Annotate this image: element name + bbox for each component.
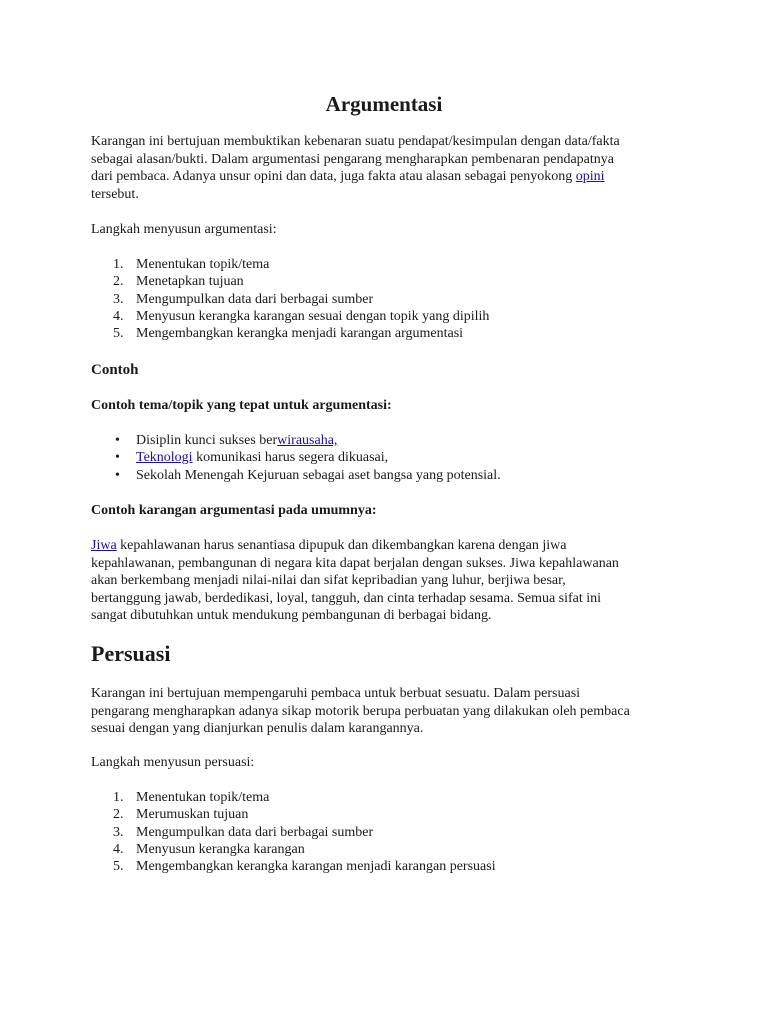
list-text: Menentukan topik/tema bbox=[136, 257, 270, 272]
list-item bbox=[91, 325, 651, 342]
list-number: 3. bbox=[113, 824, 124, 840]
wirausaha-link[interactable]: wirausaha, bbox=[277, 433, 338, 448]
intro-line: sebagai alasan/bukti. Dalam argumentasi pengarang mengharapkan pembenaran pendapatnya bbox=[91, 151, 614, 167]
list-text: Mengembangkan kerangka karangan menjadi karangan persuasi bbox=[136, 859, 496, 875]
teknologi-link[interactable]: Teknologi bbox=[136, 450, 193, 466]
list-item bbox=[91, 789, 651, 806]
list-item bbox=[91, 858, 651, 875]
intro-line bbox=[91, 168, 687, 186]
list-item bbox=[91, 291, 651, 308]
jiwa-link[interactable]: Jiwa bbox=[91, 538, 117, 553]
karangan-line bbox=[91, 537, 687, 555]
argumentasi-title: Argumentasi bbox=[325, 92, 443, 116]
topik-list bbox=[91, 432, 651, 484]
list-item bbox=[91, 432, 651, 449]
persuasi-title: Persuasi bbox=[91, 641, 171, 666]
list-number: 1. bbox=[113, 257, 124, 272]
intro-line: tersebut. bbox=[91, 186, 139, 202]
topik-heading: Contoh tema/topik yang tepat untuk argumentasi: bbox=[91, 398, 392, 413]
list-text: Menetapkan tujuan bbox=[136, 274, 244, 290]
persuasi-steps-list bbox=[91, 789, 651, 875]
list-number: 5. bbox=[113, 859, 124, 875]
karangan-text: kepahlawanan harus senantiasa dipupuk dan dikembangkan karena dengan jiwa bbox=[116, 538, 567, 553]
list-text: Disiplin kunci sukses ber bbox=[136, 433, 278, 448]
karangan-paragraph bbox=[91, 537, 687, 625]
persuasi-intro bbox=[91, 685, 687, 738]
list-item bbox=[91, 449, 651, 466]
intro-line: pengarang mengharapkan adanya sikap motorik berupa perbuatan yang dilakukan oleh pembaca bbox=[91, 703, 630, 719]
list-text: Merumuskan tujuan bbox=[136, 807, 249, 823]
list-number: 2. bbox=[113, 807, 124, 823]
contoh-heading: Contoh bbox=[91, 362, 139, 378]
list-number: 4. bbox=[113, 841, 124, 857]
list-item bbox=[91, 841, 651, 858]
opini-link[interactable]: opini bbox=[575, 169, 605, 184]
list-item bbox=[91, 467, 651, 484]
list-item bbox=[91, 308, 651, 325]
intro-line: Karangan ini bertujuan membuktikan kebenaran suatu pendapat/kesimpulan dengan data/fakta bbox=[91, 134, 620, 149]
argumentasi-steps-list bbox=[91, 256, 651, 342]
list-text: Mengumpulkan data dari berbagai sumber bbox=[136, 291, 374, 307]
karangan-heading: Contoh karangan argumentasi pada umumnya: bbox=[91, 503, 377, 518]
bullet-icon: • bbox=[115, 467, 120, 483]
persuasi-steps-intro: Langkah menyusun persuasi: bbox=[91, 755, 255, 770]
list-text: Mengumpulkan data dari berbagai sumber bbox=[136, 824, 374, 840]
list-text: Menyusun kerangka karangan bbox=[136, 841, 305, 857]
list-number: 2. bbox=[113, 274, 124, 290]
list-number: 4. bbox=[113, 308, 124, 324]
karangan-line: sangat dibutuhkan untuk mendukung pembangunan di berbagai bidang. bbox=[91, 608, 492, 623]
argumentasi-steps-intro: Langkah menyusun argumentasi: bbox=[91, 222, 277, 237]
intro-text: dari pembaca. Adanya unsur opini dan data, juga fakta atau alasan sebagai penyokong bbox=[91, 169, 576, 184]
karangan-line: akan berkembang menjadi nilai-nilai dan sifat kepribadian yang luhur, berjiwa besar, bbox=[91, 573, 566, 588]
list-number: 1. bbox=[113, 790, 124, 805]
list-text: Menyusun kerangka karangan sesuai dengan topik yang dipilih bbox=[136, 308, 490, 324]
intro-line: Karangan ini bertujuan mempengaruhi pembaca untuk berbuat sesuatu. Dalam persuasi bbox=[91, 686, 581, 701]
list-item bbox=[91, 806, 651, 823]
karangan-line: kepahlawanan, pembangunan di negara kita dapat berjalan dengan sukses. Jiwa kepahlawanan bbox=[91, 555, 619, 571]
list-text: Menentukan topik/tema bbox=[136, 790, 270, 805]
intro-line: sesuai dengan yang dianjurkan penulis dalam karangannya. bbox=[91, 721, 424, 736]
list-item bbox=[91, 273, 651, 290]
bullet-icon: • bbox=[115, 433, 120, 448]
list-item bbox=[91, 256, 651, 273]
list-text: komunikasi harus segera dikuasai, bbox=[192, 450, 389, 466]
list-number: 5. bbox=[113, 326, 124, 342]
bullet-icon: • bbox=[115, 450, 120, 466]
list-item bbox=[91, 824, 651, 841]
list-number: 3. bbox=[113, 291, 124, 307]
list-text: Mengembangkan kerangka menjadi karangan argumentasi bbox=[136, 326, 464, 342]
list-text: Sekolah Menengah Kejuruan sebagai aset bangsa yang potensial. bbox=[136, 467, 501, 483]
argumentasi-intro bbox=[91, 133, 687, 203]
karangan-line: bertanggung jawab, berdedikasi, loyal, tangguh, dan cinta terhadap sesama. Semua sifat ini bbox=[91, 590, 602, 606]
